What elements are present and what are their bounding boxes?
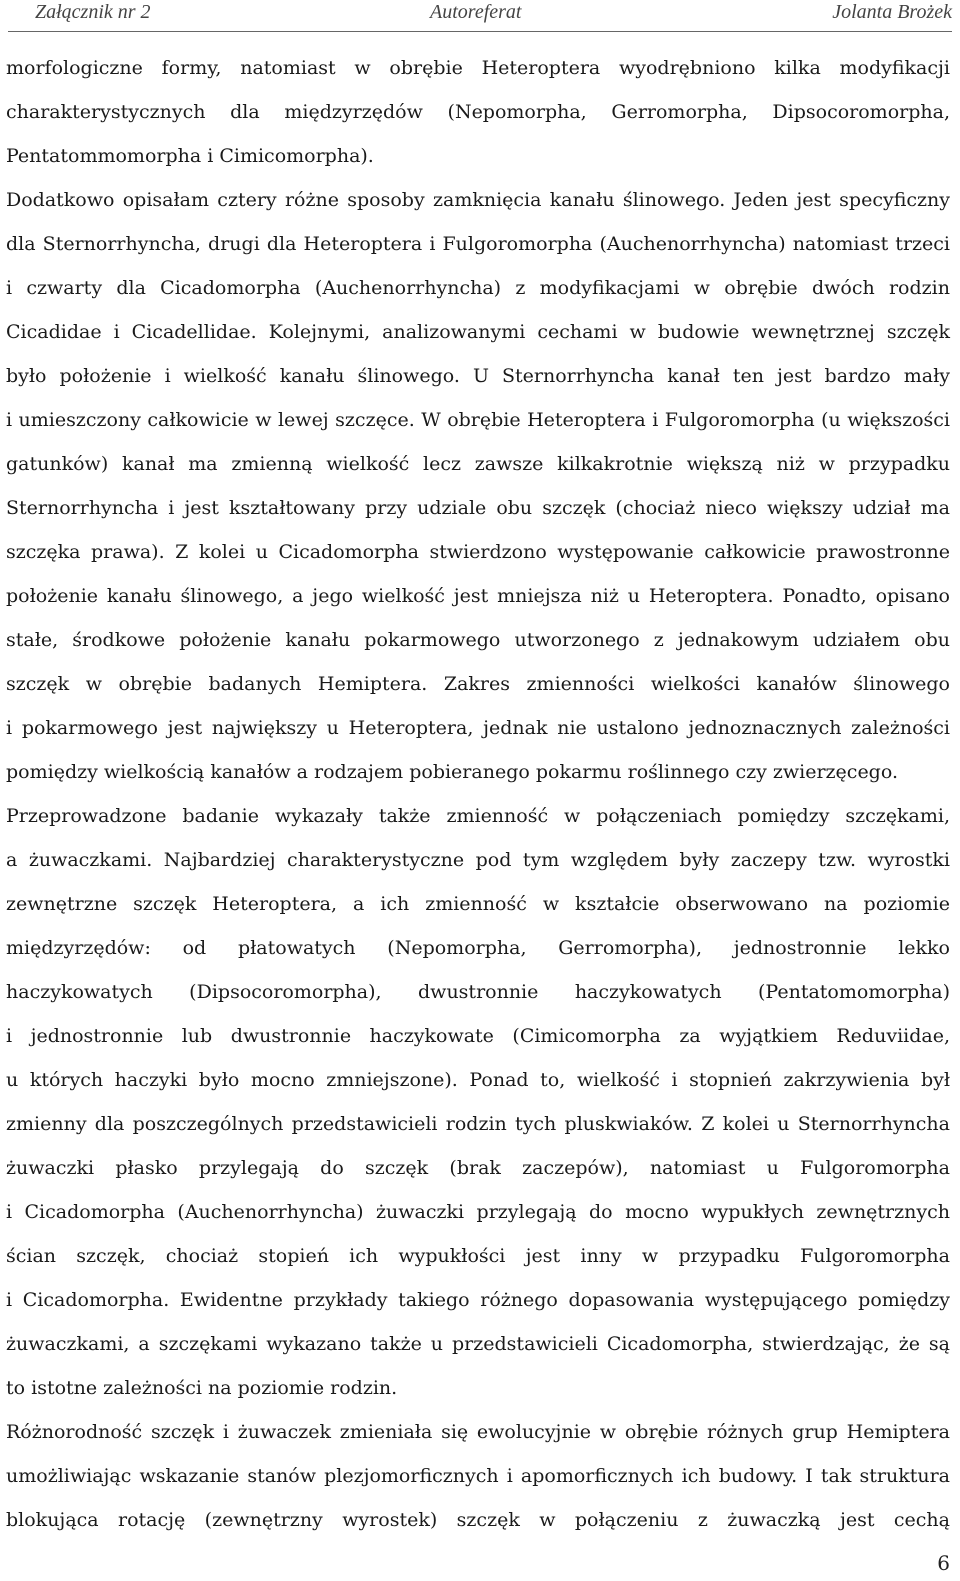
text-line: i Cicadomorpha (Auchenorrhyncha) żuwaczki przylegają do mocno wypukłych zewnętrznych [6, 1201, 950, 1223]
text-line: u których haczyki było mocno zmniejszone). Ponad to, wielkość i stopnień zakrzywienia był [6, 1069, 950, 1091]
text-line: żuwaczki płasko przylegają do szczęk (brak zaczepów), natomiast u Fulgoromorpha [6, 1157, 950, 1179]
text-line: Dodatkowo opisałam cztery różne sposoby zamknięcia kanału ślinowego. Jeden jest specyficzny [6, 189, 950, 211]
text-line: dla Sternorrhyncha, drugi dla Heteroptera i Fulgoromorpha (Auchenorrhyncha) natomiast trzeci [6, 233, 950, 255]
page-header [0, 0, 960, 36]
text-line: charakterystycznych dla międzyrzędów (Nepomorpha, Gerromorpha, Dipsocoromorpha, [6, 101, 950, 123]
header-center: Autoreferat [430, 1, 522, 23]
text-line: międzyrzędów: od płatowatych (Nepomorpha, Gerromorpha), jednostronnie lekko [6, 937, 950, 959]
text-line: i Cicadomorpha. Ewidentne przykłady takiego różnego dopasowania występującego pomiędzy [6, 1289, 950, 1311]
text-line: Cicadidae i Cicadellidae. Kolejnymi, analizowanymi cechami w budowie wewnętrznej szczęk [6, 321, 950, 343]
text-line: zmienny dla poszczególnych przedstawicieli rodzin tych pluskwiaków. Z kolei u Sternorrhyncha [6, 1113, 950, 1135]
text-line: pomiędzy wielkością kanałów a rodzajem pobieranego pokarmu roślinnego czy zwierzęcego. [6, 761, 898, 783]
body-text [6, 46, 950, 1542]
text-line: gatunków) kanał ma zmienną wielkość lecz zawsze kilkakrotnie większą niż w przypadku [6, 453, 950, 475]
text-line: było położenie i wielkość kanału ślinowego. U Sternorrhyncha kanał ten jest bardzo mały [6, 365, 950, 387]
text-line: i czwarty dla Cicadomorpha (Auchenorrhyncha) z modyfikacjami w obrębie dwóch rodzin [6, 277, 950, 299]
text-line: a żuwaczkami. Najbardziej charakterystyczne pod tym względem były zaczepy tzw. wyrostki [6, 849, 950, 871]
text-line: Przeprowadzone badanie wykazały także zmienność w połączeniach pomiędzy szczękami, [6, 805, 950, 827]
text-line: to istotne zależności na poziomie rodzin. [6, 1377, 398, 1399]
text-line: i umieszczony całkowicie w lewej szczęce. W obrębie Heteroptera i Fulgoromorpha (u większości [6, 409, 950, 431]
text-line: haczykowatych (Dipsocoromorpha), dwustronnie haczykowatych (Pentatomomorpha) [6, 981, 950, 1003]
text-line: umożliwiając wskazanie stanów plezjomorficznych i apomorficznych ich budowy. I tak struktura [6, 1465, 950, 1487]
text-line: Sternorrhyncha i jest kształtowany przy udziale obu szczęk (chociaż nieco większy udział ma [6, 497, 950, 519]
text-line: zewnętrzne szczęk Heteroptera, a ich zmienność w kształcie obserwowano na poziomie [6, 893, 950, 915]
header-rule [8, 31, 952, 32]
text-line: szczęka prawa). Z kolei u Cicadomorpha stwierdzono występowanie całkowicie prawostronne [6, 541, 950, 563]
text-line: żuwaczkami, a szczękami wykazano także u przedstawicieli Cicadomorpha, stwierdzając, że są [6, 1333, 950, 1355]
text-line: szczęk w obrębie badanych Hemiptera. Zakres zmienności wielkości kanałów ślinowego [6, 673, 950, 695]
text-line: Pentatommomorpha i Cimicomorpha). [6, 145, 374, 167]
text-line: blokująca rotację (zewnętrzny wyrostek) szczęk w połączeniu z żuwaczką jest cechą [6, 1509, 950, 1531]
text-line: Różnorodność szczęk i żuwaczek zmieniała się ewolucyjnie w obrębie różnych grup Hemiptera [6, 1421, 950, 1443]
text-line: położenie kanału ślinowego, a jego wielkość jest mniejsza niż u Heteroptera. Ponadto, opisano [6, 585, 950, 607]
text-line: i jednostronnie lub dwustronnie haczykowate (Cimicomorpha za wyjątkiem Reduviidae, [6, 1025, 950, 1047]
text-line: stałe, środkowe położenie kanału pokarmowego utworzonego z jednakowym udziałem obu [6, 629, 950, 651]
header-left: Załącznik nr 2 [35, 1, 151, 23]
header-right: Jolanta Brożek [832, 1, 952, 23]
page-number: 6 [937, 1551, 950, 1575]
text-line: i pokarmowego jest największy u Heteroptera, jednak nie ustalono jednoznacznych zależności [6, 717, 950, 739]
text-line: ścian szczęk, chociaż stopień ich wypukłości jest inny w przypadku Fulgoromorpha [6, 1245, 950, 1267]
text-line: morfologiczne formy, natomiast w obrębie Heteroptera wyodrębniono kilka modyfikacji [6, 57, 950, 79]
